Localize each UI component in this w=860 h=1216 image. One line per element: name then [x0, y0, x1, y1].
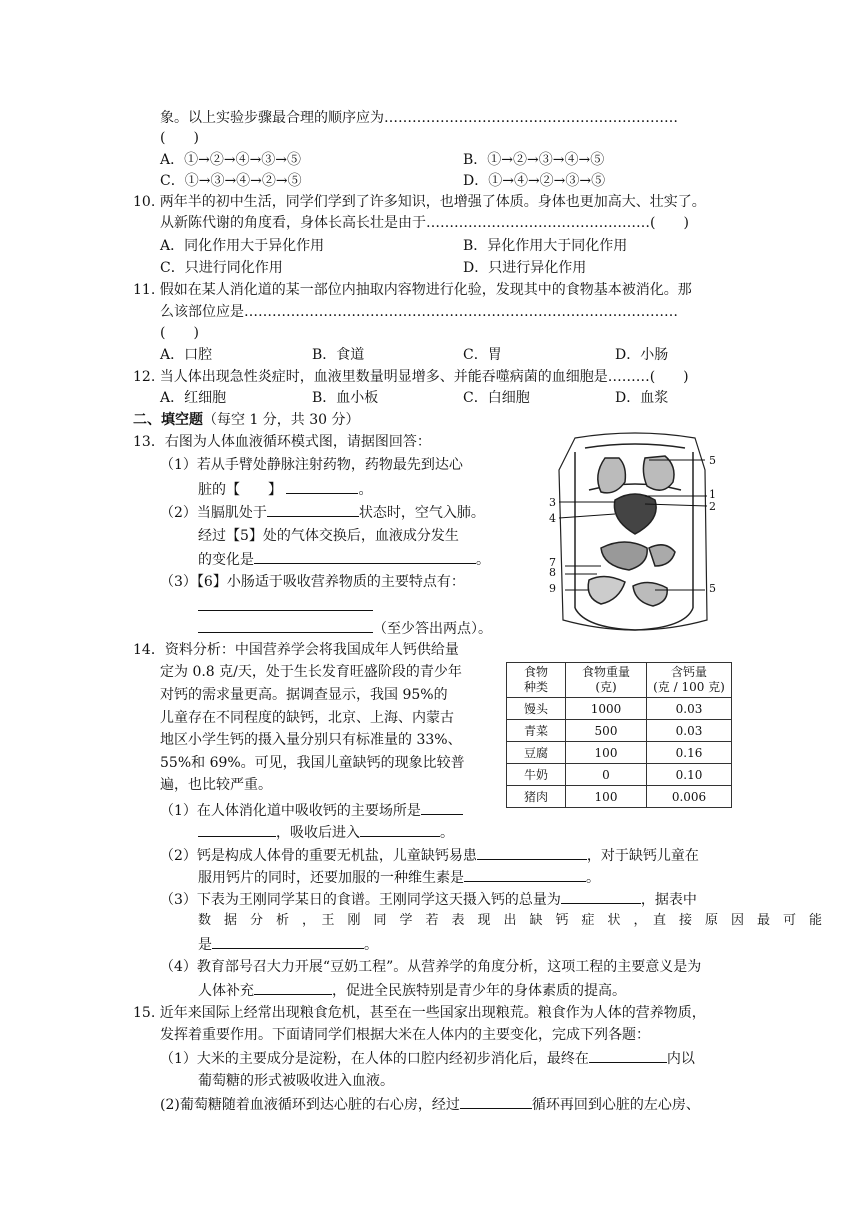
answer-blank[interactable]	[589, 1048, 667, 1063]
answer-bracket: ( )	[160, 130, 199, 146]
q13-part2-line3-prefix: 的变化是	[198, 552, 254, 568]
table-header: 食物 种类	[507, 663, 566, 698]
q15-part2-suffix: 循环再回到心脏的左心房、	[531, 1097, 700, 1113]
question-15-text: 发挥着重要作用。下面请同学们根据大米在人体内的主要变化，完成下列各题：	[160, 1027, 650, 1043]
q14-part3-line3-suffix: 。	[364, 937, 378, 953]
question-10-stem: 10. 两年半的初中生活，同学们学到了许多知识，也增强了体质。身体也更加高大、壮实了。	[133, 194, 706, 210]
diagram-label: 3	[549, 496, 556, 509]
q14-part3-line3	[198, 934, 378, 955]
q14-part1-mid: ，吸收后进入	[276, 825, 360, 841]
option-c: C．只进行同化作用	[160, 260, 283, 276]
answer-blank[interactable]	[360, 822, 440, 837]
q13-part2-line2: 经过【5】处的气体交换后，血液成分发生	[198, 528, 459, 544]
q15-part1-line1	[160, 1048, 695, 1069]
q13-part1-line2	[198, 479, 372, 500]
q15-part2-prefix: (2)葡萄糖随着血液循环到达心脏的右心房，经过	[160, 1097, 460, 1113]
section-heading	[133, 410, 360, 430]
option-b: B．食道	[312, 347, 365, 363]
table-row	[507, 786, 732, 808]
q14-part3-line1	[160, 889, 697, 910]
diagram-label: 7	[549, 556, 556, 569]
q14-part3-prefix: （3）下表为王刚同学某日的食谱。王刚同学这天摄入钙的总量为	[160, 892, 561, 908]
question-14-text: 对钙的需求量更高。据调查显示，我国 95%的	[160, 687, 448, 703]
diagram-label: 5	[709, 454, 716, 467]
q13-part2-prefix: （2）当膈肌处于	[160, 505, 267, 521]
question-9-stem-end: 象。以上实验步骤最合理的顺序应为………………………………………………………	[160, 110, 678, 126]
q13-part1-prefix: 脏的【 】	[198, 482, 282, 498]
table-cell: 牛奶	[507, 764, 566, 786]
table-cell: 100	[566, 742, 647, 764]
q14-part2-suffix: ，对于缺钙儿童在	[586, 848, 699, 864]
table-row	[507, 764, 732, 786]
table-cell: 青菜	[507, 720, 566, 742]
table-row	[507, 742, 732, 764]
q13-part3-suffix: （至少答出两点）。	[373, 621, 492, 637]
option-a: A．红细胞	[160, 390, 227, 406]
q14-part2-line2-suffix: 。	[586, 870, 600, 886]
diagram-label: 8	[549, 566, 556, 579]
section-title: 二、填空题	[133, 412, 203, 428]
table-header: 食物重量 (克)	[566, 663, 647, 698]
question-14-text: 定为 0.8 克/天，处于生长发育旺盛阶段的青少年	[160, 664, 462, 680]
q14-part2-prefix: （2）钙是构成人体骨的重要无机盐，儿童缺钙易患	[160, 848, 477, 864]
table-cell: 1000	[566, 698, 647, 720]
question-11-stem-line2: 么该部位应是…………………………………………………………………………………	[160, 304, 678, 320]
table-cell: 馒头	[507, 698, 566, 720]
question-14-stem: 14．资料分析：中国营养学会将我国成年人钙供给量	[133, 642, 459, 658]
q14-part3-line3-prefix: 是	[198, 937, 212, 953]
q14-part2-line2	[198, 867, 600, 888]
table-header: 含钙量 (克 / 100 克)	[647, 663, 732, 698]
q13-part3-line3	[198, 618, 492, 639]
answer-blank[interactable]	[464, 867, 586, 882]
diagram-label: 5	[709, 582, 716, 595]
q15-part1-suffix: 内以	[666, 1051, 695, 1067]
answer-blank[interactable]	[561, 889, 641, 904]
answer-blank[interactable]	[198, 618, 373, 633]
question-14-text: 儿童存在不同程度的缺钙，北京、上海、内蒙古	[160, 710, 454, 726]
option-c: C．胃	[463, 347, 502, 363]
food-calcium-table	[506, 662, 732, 808]
option-d: D．只进行异化作用	[463, 260, 587, 276]
question-12-stem: 12. 当人体出现急性炎症时，血液里数量明显增多、并能吞噬病菌的血细胞是………( )	[133, 369, 689, 385]
section-note: （每空 1 分，共 30 分）	[203, 412, 360, 428]
answer-blank[interactable]	[212, 934, 364, 949]
q13-part2-line1	[160, 502, 485, 523]
q14-part2-line2-prefix: 服用钙片的同时，还要加服的一种维生素是	[198, 870, 464, 886]
q14-part1-suffix: 。	[440, 825, 454, 841]
table-cell: 500	[566, 720, 647, 742]
answer-blank[interactable]	[460, 1094, 532, 1109]
option-a: A．口腔	[160, 347, 213, 363]
table-header-row	[507, 663, 732, 698]
table-cell: 0.16	[647, 742, 732, 764]
option-b: B．血小板	[312, 390, 379, 406]
question-14-text: 地区小学生钙的摄入量分别只有标准量的 33%、	[160, 732, 462, 748]
q14-part3-suffix: ，据表中	[640, 892, 697, 908]
table-cell: 100	[566, 786, 647, 808]
q13-part3-line1: （3）【6】小肠适于吸收营养物质的主要特点有：	[160, 574, 465, 590]
q13-part2-suffix: 状态时，空气入肺。	[358, 505, 485, 521]
question-13-stem: 13．右图为人体血液循环模式图，请据图回答：	[133, 434, 431, 450]
q13-part3-line2	[198, 596, 373, 617]
option-d: D．血浆	[615, 390, 669, 406]
option-a: A．同化作用大于异化作用	[160, 238, 325, 254]
q15-part1-line2: 葡萄糖的形式被吸收进入血液。	[198, 1073, 394, 1089]
q13-part2-line3-suffix: 。	[476, 552, 490, 568]
answer-blank[interactable]	[198, 822, 276, 837]
diagram-label: 9	[549, 582, 556, 595]
option-a: A．①→②→④→③→⑤	[160, 152, 302, 168]
answer-blank[interactable]	[267, 502, 359, 517]
q15-part1-prefix: （1）大米的主要成分是淀粉，在人体的口腔内经初步消化后，最终在	[160, 1051, 589, 1067]
q14-part3-line2: 数 据 分 析 ， 王 刚 同 学 若 表 现 出 缺 钙 症 状 ， 直 接 原 因 最 可 能	[198, 913, 823, 928]
answer-blank[interactable]	[254, 980, 332, 995]
option-d: D．小肠	[615, 347, 669, 363]
option-b: B．异化作用大于同化作用	[463, 238, 628, 254]
q14-part1-line2	[198, 822, 454, 843]
answer-blank[interactable]	[286, 479, 358, 494]
question-10-stem-line2: 从新陈代谢的角度看，身体长高长壮是由于…………………………………………( )	[160, 215, 689, 231]
table-cell: 0	[566, 764, 647, 786]
table-row	[507, 698, 732, 720]
question-14-text: 遍，也比较严重。	[160, 777, 272, 793]
q14-part4-line2	[198, 980, 626, 1001]
q15-part2-line1	[160, 1094, 700, 1115]
table-cell: 0.006	[647, 786, 732, 808]
q13-part1-line1: （1）若从手臂处静脉注射药物，药物最先到达心	[160, 457, 463, 473]
table-cell: 豆腐	[507, 742, 566, 764]
table-cell: 0.03	[647, 698, 732, 720]
question-11-stem: 11. 假如在某人消化道的某一部位内抽取内容物进行化验，发现其中的食物基本被消化。那	[133, 282, 692, 298]
q14-part1-line1	[160, 800, 463, 821]
q13-part1-suffix: 。	[358, 482, 373, 498]
diagram-label: 1	[709, 488, 716, 501]
answer-blank[interactable]	[421, 800, 463, 815]
table-cell: 0.10	[647, 764, 732, 786]
blood-circulation-diagram	[545, 430, 725, 642]
question-15-stem: 15. 近年来国际上经常出现粮食危机，甚至在一些国家出现粮荒。粮食作为人体的营养物质，	[133, 1005, 706, 1021]
answer-blank[interactable]	[254, 549, 476, 564]
diagram-label: 4	[549, 512, 556, 525]
option-c: C．白细胞	[463, 390, 530, 406]
question-14-text: 55%和 69%。可见，我国儿童缺钙的现象比较普	[160, 755, 465, 771]
q14-part2-line1	[160, 845, 699, 866]
option-d: D．①→④→②→③→⑤	[463, 173, 606, 189]
q14-part4-suffix: ，促进全民族特别是青少年的身体素质的提高。	[332, 983, 626, 999]
q14-part4-line1: （4）教育部号召大力开展“豆奶工程”。从营养学的角度分析，这项工程的主要意义是为	[160, 959, 702, 975]
table-cell: 猪肉	[507, 786, 566, 808]
option-b: B．①→②→③→④→⑤	[463, 152, 605, 168]
diagram-label: 2	[709, 500, 716, 513]
q14-part1-prefix: （1）在人体消化道中吸收钙的主要场所是	[160, 803, 421, 819]
answer-blank[interactable]	[198, 596, 373, 611]
option-c: C．①→③→④→②→⑤	[160, 173, 302, 189]
q14-part4-prefix: 人体补充	[198, 983, 254, 999]
answer-bracket: ( )	[160, 325, 199, 341]
answer-blank[interactable]	[477, 845, 587, 860]
table-row	[507, 720, 732, 742]
q13-part2-line3	[198, 549, 490, 570]
table-cell: 0.03	[647, 720, 732, 742]
